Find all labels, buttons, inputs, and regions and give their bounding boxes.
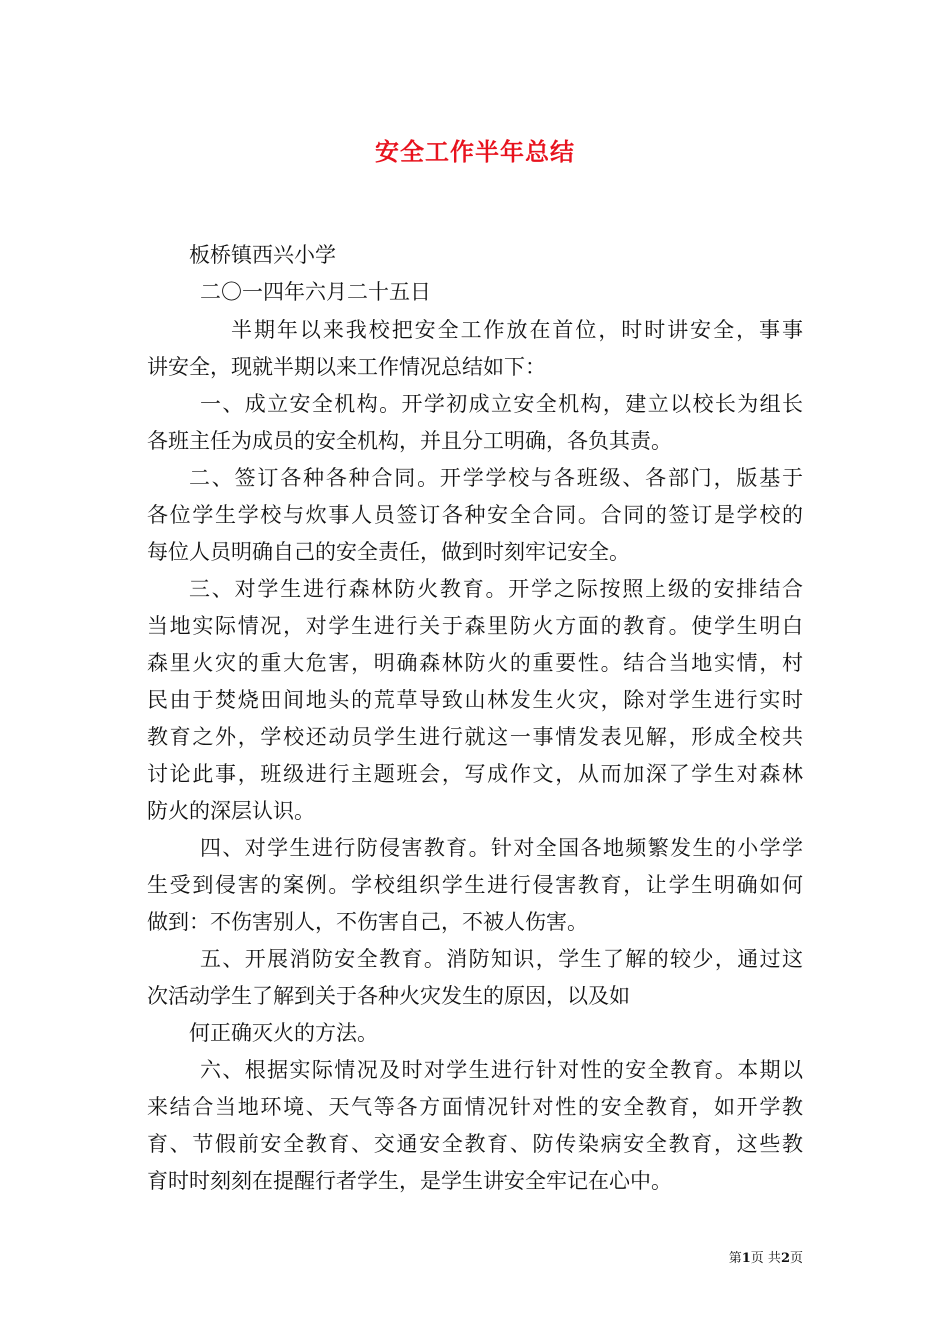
paragraph-line: 何正确灭火的方法。 [189,1021,378,1045]
paragraph-line: 森里火灾的重大危害，明确森林防火的重要性。结合当地实情，村 [147,651,803,675]
paragraph-line: 民由于焚烧田间地头的荒草导致山林发生火灾，除对学生进行实时 [147,688,803,712]
paragraph-line: 讨论此事，班级进行主题班会，写成作文，从而加深了学生对森林 [147,762,803,786]
page-number-suffix: 页 [789,1251,803,1266]
paragraph-line: 四、对学生进行防侵害教育。针对全国各地频繁发生的小学学 [200,836,803,860]
paragraph-line: 讲安全，现就半期以来工作情况总结如下： [147,355,546,379]
paragraph-line: 各位学生学校与炊事人员签订各种安全合同。合同的签订是学校的 [147,503,803,527]
paragraph-line: 育时时刻刻在提醒行者学生，是学生讲安全牢记在心中。 [147,1169,672,1193]
paragraph-line: 各班主任为成员的安全机构，并且分工明确，各负其责。 [147,429,672,453]
paragraph-line: 当地实际情况，对学生进行关于森里防火方面的教育。使学生明白 [147,614,803,638]
paragraph-line: 次活动学生了解到关于各种火灾发生的原因，以及如 [147,984,630,1008]
paragraph-line: 做到：不伤害别人，不伤害自己，不被人伤害。 [147,910,588,934]
paragraph-line: 五、开展消防安全教育。消防知识，学生了解的较少，通过这 [200,947,803,971]
document-title: 安全工作半年总结 [375,138,575,166]
page-number-middle: 页 共 [750,1251,781,1266]
paragraph-line: 三、对学生进行森林防火教育。开学之际按照上级的安排结合 [189,577,803,601]
current-page: 1 [741,1251,751,1266]
paragraph-line: 教育之外，学校还动员学生进行就这一事情发表见解，形成全校共 [147,725,803,749]
page-number-prefix: 第 [728,1251,742,1266]
paragraph-line: 半期年以来我校把安全工作放在首位，时时讲安全，事事 [231,318,803,342]
paragraph-line: 育、节假前安全教育、交通安全教育、防传染病安全教育，这些教 [147,1132,803,1156]
paragraph-line: 生受到侵害的案例。学校组织学生进行侵害教育，让学生明确如何 [147,873,803,897]
paragraph-line: 防火的深层认识。 [147,799,315,823]
paragraph-line: 二、签订各种各种合同。开学学校与各班级、各部门，版基于 [189,466,803,490]
paragraph-line: 每位人员明确自己的安全责任，做到时刻牢记安全。 [147,540,630,564]
document-date: 二〇一四年六月二十五日 [200,280,431,304]
page-number [729,1247,803,1266]
total-pages: 2 [780,1251,790,1266]
paragraph-line: 来结合当地环境、天气等各方面情况针对性的安全教育，如开学教 [147,1095,803,1119]
paragraph-line: 一、成立安全机构。开学初成立安全机构，建立以校长为组长 [200,392,803,416]
school-name: 板桥镇西兴小学 [189,243,336,267]
paragraph-line: 六、根据实际情况及时对学生进行针对性的安全教育。本期以 [200,1058,803,1082]
